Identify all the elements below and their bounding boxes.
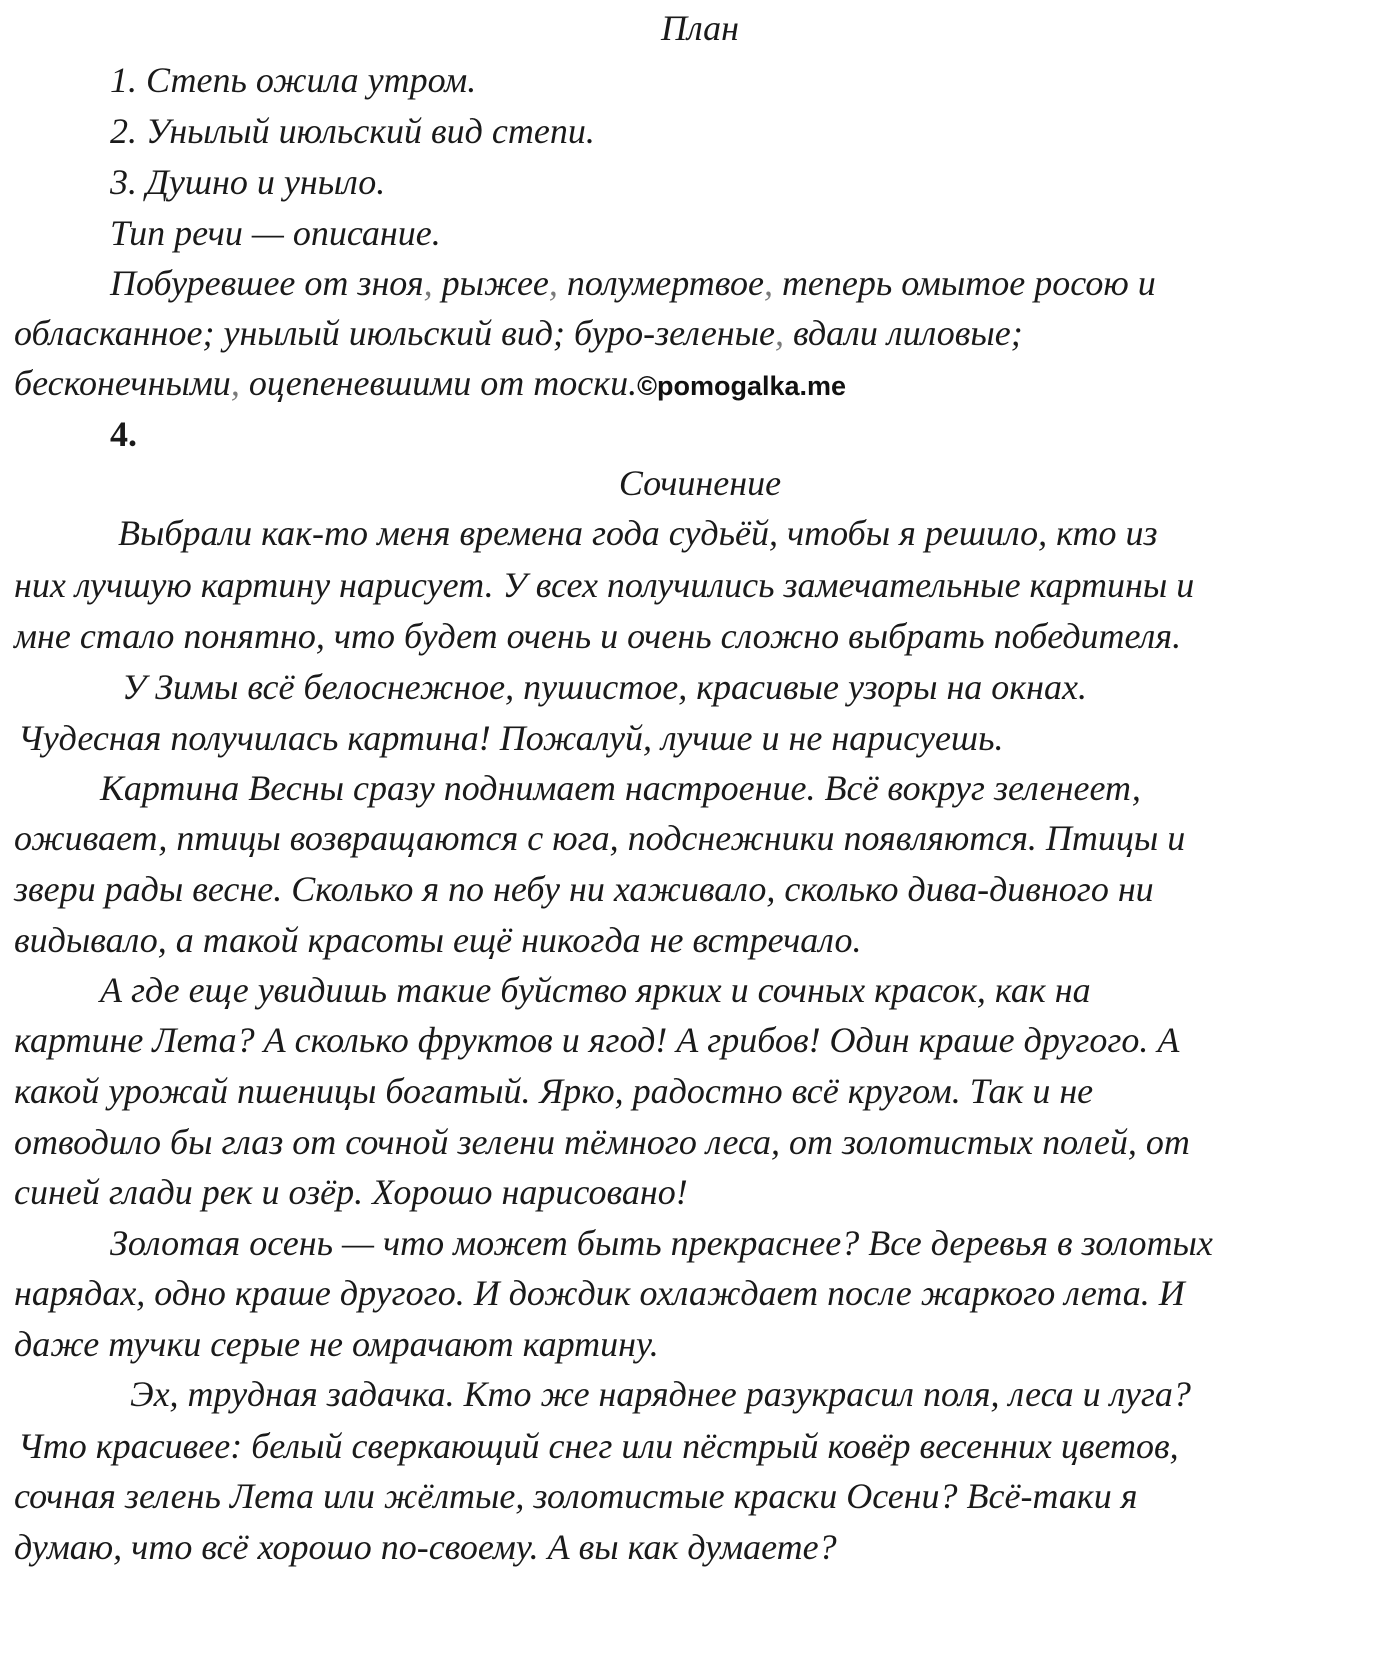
essay-line: отводило бы глаз от сочной зелени тёмного леса, от золотистых полей, от <box>14 1122 1190 1162</box>
phrase: бесконечными <box>14 363 231 403</box>
essay-line: нарядах, одно краше другого. И дождик охлаждает после жаркого лета. И <box>14 1273 1185 1313</box>
essay-line: видывало, а такой красоты ещё никогда не встречало. <box>14 920 862 960</box>
essay-line: звери рады весне. Сколько я по небу ни хаживало, сколько дива-дивного ни <box>14 869 1154 909</box>
speech-type: Тип речи — описание. <box>110 213 441 253</box>
comma-mark: , <box>423 263 433 303</box>
essay-line: какой урожай пшеницы богатый. Ярко, радостно всё кругом. Так и не <box>14 1071 1094 1111</box>
essay-line: мне стало понятно, что будет очень и очень сложно выбрать победителя. <box>14 616 1182 656</box>
comma-mark: , <box>230 363 240 403</box>
essay-line: Выбрали как-то меня времена года судьёй, чтобы я решило, кто из <box>118 513 1158 553</box>
essay-line: думаю, что всё хорошо по-своему. А вы как думаете? <box>14 1527 837 1567</box>
essay-title: Сочинение <box>618 463 782 503</box>
plan-item-3: 3. Душно и уныло. <box>110 162 386 202</box>
phrase: рыжее <box>432 263 549 303</box>
essay-line: Что красивее: белый сверкающий снег или пёстрый ковёр весенних цветов, <box>18 1426 1179 1466</box>
plan-title: План <box>661 8 739 48</box>
phrase: оцепеневшими от тоски. <box>239 363 638 403</box>
comma-mark: , <box>548 263 558 303</box>
essay-line: Чудесная получилась картина! Пожалуй, лучше и не нарисуешь. <box>18 718 1004 758</box>
essay-line: Золотая осень — что может быть прекраснее? Все деревья в золотых <box>110 1223 1213 1263</box>
plan-item-2: 2. Унылый июльский вид степи. <box>110 111 595 151</box>
comma-mark: , <box>775 313 785 353</box>
plan-item-1: 1. Степь ожила утром. <box>110 60 477 100</box>
essay-line: них лучшую картину нарисует. У всех получились замечательные картины и <box>14 565 1195 605</box>
phrase: обласканное; унылый июльский вид; буро-зеленые <box>14 313 776 353</box>
essay-line: сочная зелень Лета или жёлтые, золотистые краски Осени? Всё-таки я <box>14 1476 1138 1516</box>
phrase: вдали лиловые; <box>784 313 1023 353</box>
comma-mark: , <box>763 263 773 303</box>
phrases-line-2 <box>14 315 1023 351</box>
essay-line: Картина Весны сразу поднимает настроение. Всё вокруг зеленеет, <box>100 768 1141 808</box>
phrase: теперь омытое росою и <box>772 263 1156 303</box>
phrase: полумертвое <box>557 263 764 303</box>
essay-line: оживает, птицы возвращаются с юга, подснежники появляются. Птицы и <box>14 818 1186 858</box>
essay-line: А где еще увидишь такие буйство ярких и сочных красок, как на <box>100 970 1091 1010</box>
essay-line: Эх, трудная задачка. Кто же наряднее разукрасил поля, леса и луга? <box>130 1374 1191 1414</box>
essay-line: синей глади рек и озёр. Хорошо нарисовано! <box>14 1172 688 1212</box>
essay-line: картине Лета? А сколько фруктов и ягод! А грибов! Один краше другого. А <box>14 1020 1180 1060</box>
phrases-line-1 <box>110 265 1156 301</box>
task-number: 4. <box>110 414 137 454</box>
phrase: Побуревшее от зноя <box>110 263 424 303</box>
watermark: ©pomogalka.me <box>637 371 847 401</box>
essay-line: даже тучки серые не омрачают картину. <box>14 1324 659 1364</box>
phrases-line-3 <box>14 365 846 401</box>
essay-line: У Зимы всё белоснежное, пушистое, красивые узоры на окнах. <box>122 667 1087 707</box>
